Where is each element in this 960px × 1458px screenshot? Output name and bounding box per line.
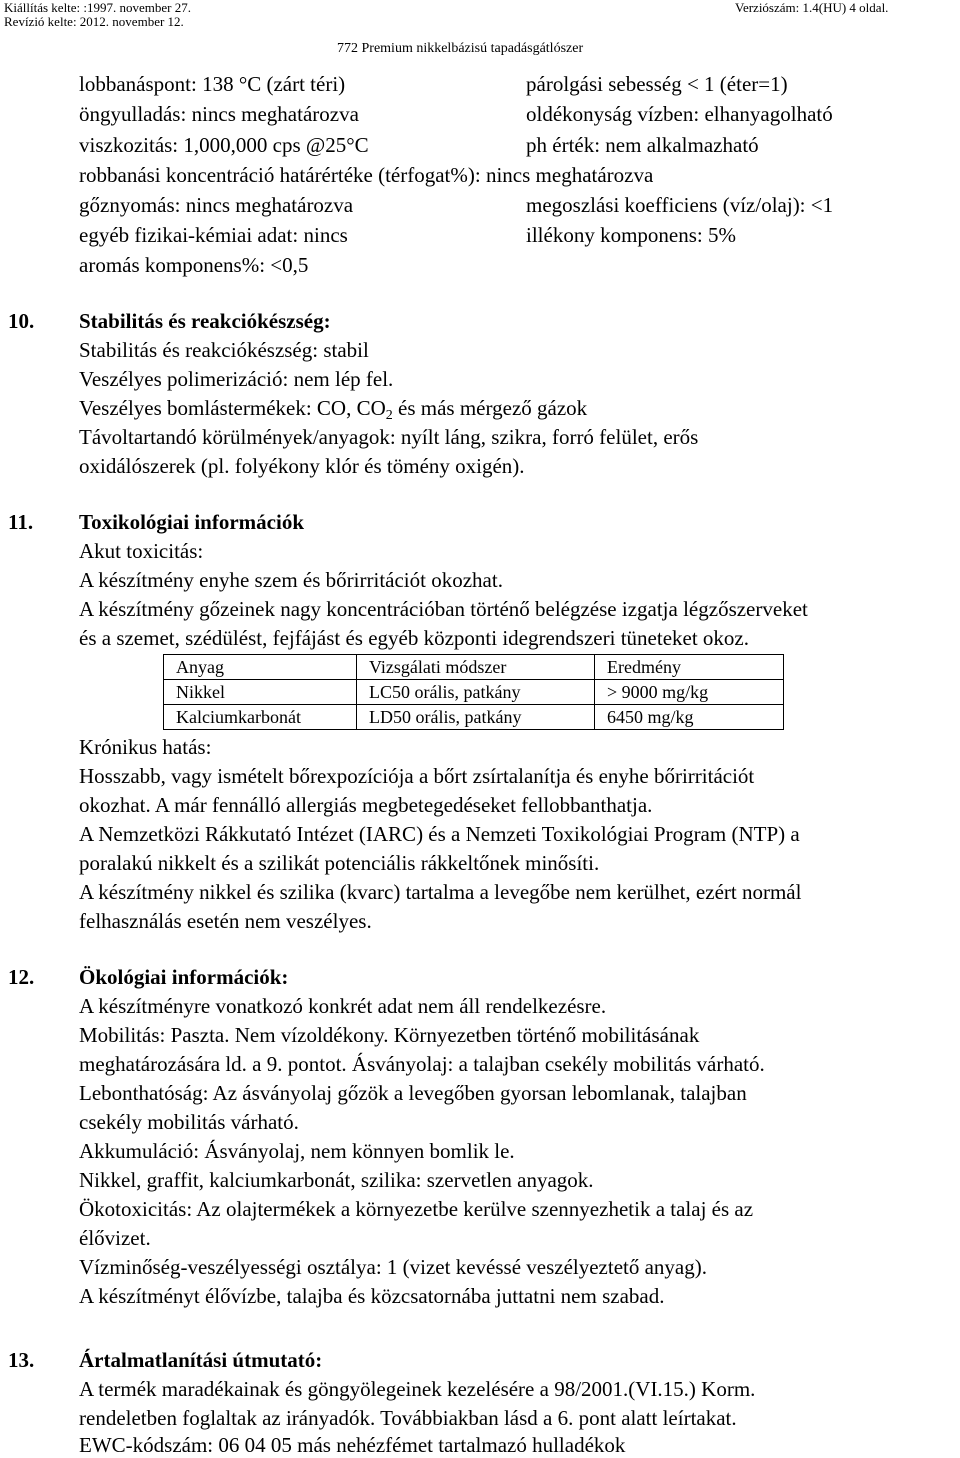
s11-line-3: A készítmény gőzeinek nagy koncentrációban történő belégzése izgatja légzőszerveket xyxy=(79,597,808,621)
s10-line-5: oxidálószerek (pl. folyékony klór és tömény oxigén). xyxy=(79,454,525,478)
s10-line-3-post: és más mérgező gázok xyxy=(392,396,588,420)
s10-line-1: Stabilitás és reakciókészség: stabil xyxy=(79,338,369,362)
revision-date: Revízió kelte: 2012. november 12. xyxy=(4,14,184,29)
section-12-title: Ökológiai információk: xyxy=(79,965,289,989)
section-13-number: 13. xyxy=(8,1348,35,1372)
evaporation-rate: párolgási sebesség < 1 (éter=1) xyxy=(526,72,788,96)
table-header-cell: Anyag xyxy=(164,655,357,680)
s10-line-3 xyxy=(79,395,587,421)
s12-line-5: csekély mobilitás várható. xyxy=(79,1110,299,1134)
section-12-number: 12. xyxy=(8,965,35,989)
s11-line-11: felhasználás esetén nem veszélyes. xyxy=(79,909,372,933)
product-title: 772 Premium nikkelbázisú tapadásgátlószer xyxy=(337,41,584,56)
vapour-pressure: gőznyomás: nincs meghatározva xyxy=(79,193,354,217)
s13-line-1: A termék maradékainak és göngyölegeinek kezelésére a 98/2001.(VI.15.) Korm. xyxy=(79,1377,756,1401)
table-header-cell: Vizsgálati módszer xyxy=(357,655,595,680)
s12-line-8: Ökotoxicitás: Az olajtermékek a környezetbe kerülve szennyezhetik a talaj és az xyxy=(79,1197,754,1221)
s11-line-1: Akut toxicitás: xyxy=(79,539,204,563)
s12-line-11: A készítményt élővízbe, talajba és közcsatornába juttatni nem szabad. xyxy=(79,1284,665,1308)
s10-line-2: Veszélyes polimerizáció: nem lép fel. xyxy=(79,367,394,391)
other-data: egyéb fizikai-kémiai adat: nincs xyxy=(79,223,348,247)
flash-point: lobbanáspont: 138 °C (zárt téri) xyxy=(79,72,346,96)
s11-line-9: poralakú nikkelt és a szilikát potenciális rákkeltőnek minősíti. xyxy=(79,851,600,875)
s12-line-3: meghatározására ld. a 9. pontot. Ásványolaj: a talajban csekély mobilitás várható. xyxy=(79,1052,765,1076)
table-cell: LD50 orális, patkány xyxy=(357,705,595,730)
s12-line-6: Akkumuláció: Ásványolaj, nem könnyen bomlik le. xyxy=(79,1139,515,1163)
section-13-title: Ártalmatlanítási útmutató: xyxy=(79,1348,323,1372)
s10-line-3-pre: Veszélyes bomlástermékek: CO, CO xyxy=(79,396,386,420)
section-11-number: 11. xyxy=(8,510,34,534)
toxicity-table xyxy=(163,654,784,730)
aromatic-content: aromás komponens%: <0,5 xyxy=(79,253,309,277)
s10-line-4: Távoltartandó körülmények/anyagok: nyílt láng, szikra, forró felület, erős xyxy=(79,425,699,449)
table-row xyxy=(164,705,784,730)
s12-line-9: élővizet. xyxy=(79,1226,151,1250)
table-cell: 6450 mg/kg xyxy=(595,705,784,730)
s11-line-5: Krónikus hatás: xyxy=(79,735,212,759)
table-cell: Nikkel xyxy=(164,680,357,705)
s11-line-8: A Nemzetközi Rákkutató Intézet (IARC) és a Nemzeti Toxikológiai Program (NTP) a xyxy=(79,822,800,846)
s12-line-1: A készítményre vonatkozó konkrét adat nem áll rendelkezésre. xyxy=(79,994,607,1018)
s11-line-6: Hosszabb, vagy ismételt bőrexpozíciója a bőrt zsírtalanítja és enyhe bőrirritációt xyxy=(79,764,755,788)
solubility: oldékonyság vízben: elhanyagolható xyxy=(526,102,833,126)
co2-subscript: 2 xyxy=(385,408,393,423)
section-10-title: Stabilitás és reakciókészség: xyxy=(79,309,331,333)
explosion-limit: robbanási koncentráció határértéke (térfogat%): nincs meghatározva xyxy=(79,163,654,187)
table-header-cell: Eredmény xyxy=(595,655,784,680)
partition-coefficient: megoszlási koefficiens (víz/olaj): <1 xyxy=(526,193,834,217)
table-cell: LC50 orális, patkány xyxy=(357,680,595,705)
s12-line-7: Nikkel, graffit, kalciumkarbonát, szilika: szervetlen anyagok. xyxy=(79,1168,594,1192)
table-row xyxy=(164,680,784,705)
s12-line-2: Mobilitás: Paszta. Nem vízoldékony. Környezetben történő mobilitásának xyxy=(79,1023,700,1047)
table-cell: Kalciumkarbonát xyxy=(164,705,357,730)
viscosity: viszkozitás: 1,000,000 cps @25°C xyxy=(79,133,369,157)
section-11-title: Toxikológiai információk xyxy=(79,510,305,534)
table-header-row xyxy=(164,655,784,680)
s12-line-4: Lebonthatóság: Az ásványolaj gőzök a levegőben gyorsan lebomlanak, talajban xyxy=(79,1081,747,1105)
autoignition: öngyulladás: nincs meghatározva xyxy=(79,102,359,126)
volatile-content: illékony komponens: 5% xyxy=(526,223,736,247)
s11-line-4: és a szemet, szédülést, fejfájást és egyéb központi idegrendszeri tüneteket okoz. xyxy=(79,626,749,650)
s13-line-2: rendeletben foglaltak az irányadók. Továbbiakban lásd a 6. pont alatt leírtakat. xyxy=(79,1406,737,1430)
ph-value: ph érték: nem alkalmazható xyxy=(526,133,759,157)
s12-line-10: Vízminőség-veszélyességi osztálya: 1 (vizet kevéssé veszélyeztető anyag). xyxy=(79,1255,708,1279)
s11-line-2: A készítmény enyhe szem és bőrirritációt okozhat. xyxy=(79,568,503,592)
s13-line-3: EWC-kódszám: 06 04 05 más nehézfémet tartalmazó hulladékok xyxy=(79,1433,626,1457)
issue-date: Kiállítás kelte: :1997. november 27. xyxy=(4,0,192,15)
version-info: Verziószám: 1.4(HU) 4 oldal. xyxy=(735,0,889,15)
s11-line-10: A készítmény nikkel és szilika (kvarc) tartalma a levegőbe nem kerülhet, ezért normál xyxy=(79,880,802,904)
table-cell: > 9000 mg/kg xyxy=(595,680,784,705)
section-10-number: 10. xyxy=(8,309,35,333)
s11-line-7: okozhat. A már fennálló allergiás megbetegedéseket fellobbanthatja. xyxy=(79,793,653,817)
